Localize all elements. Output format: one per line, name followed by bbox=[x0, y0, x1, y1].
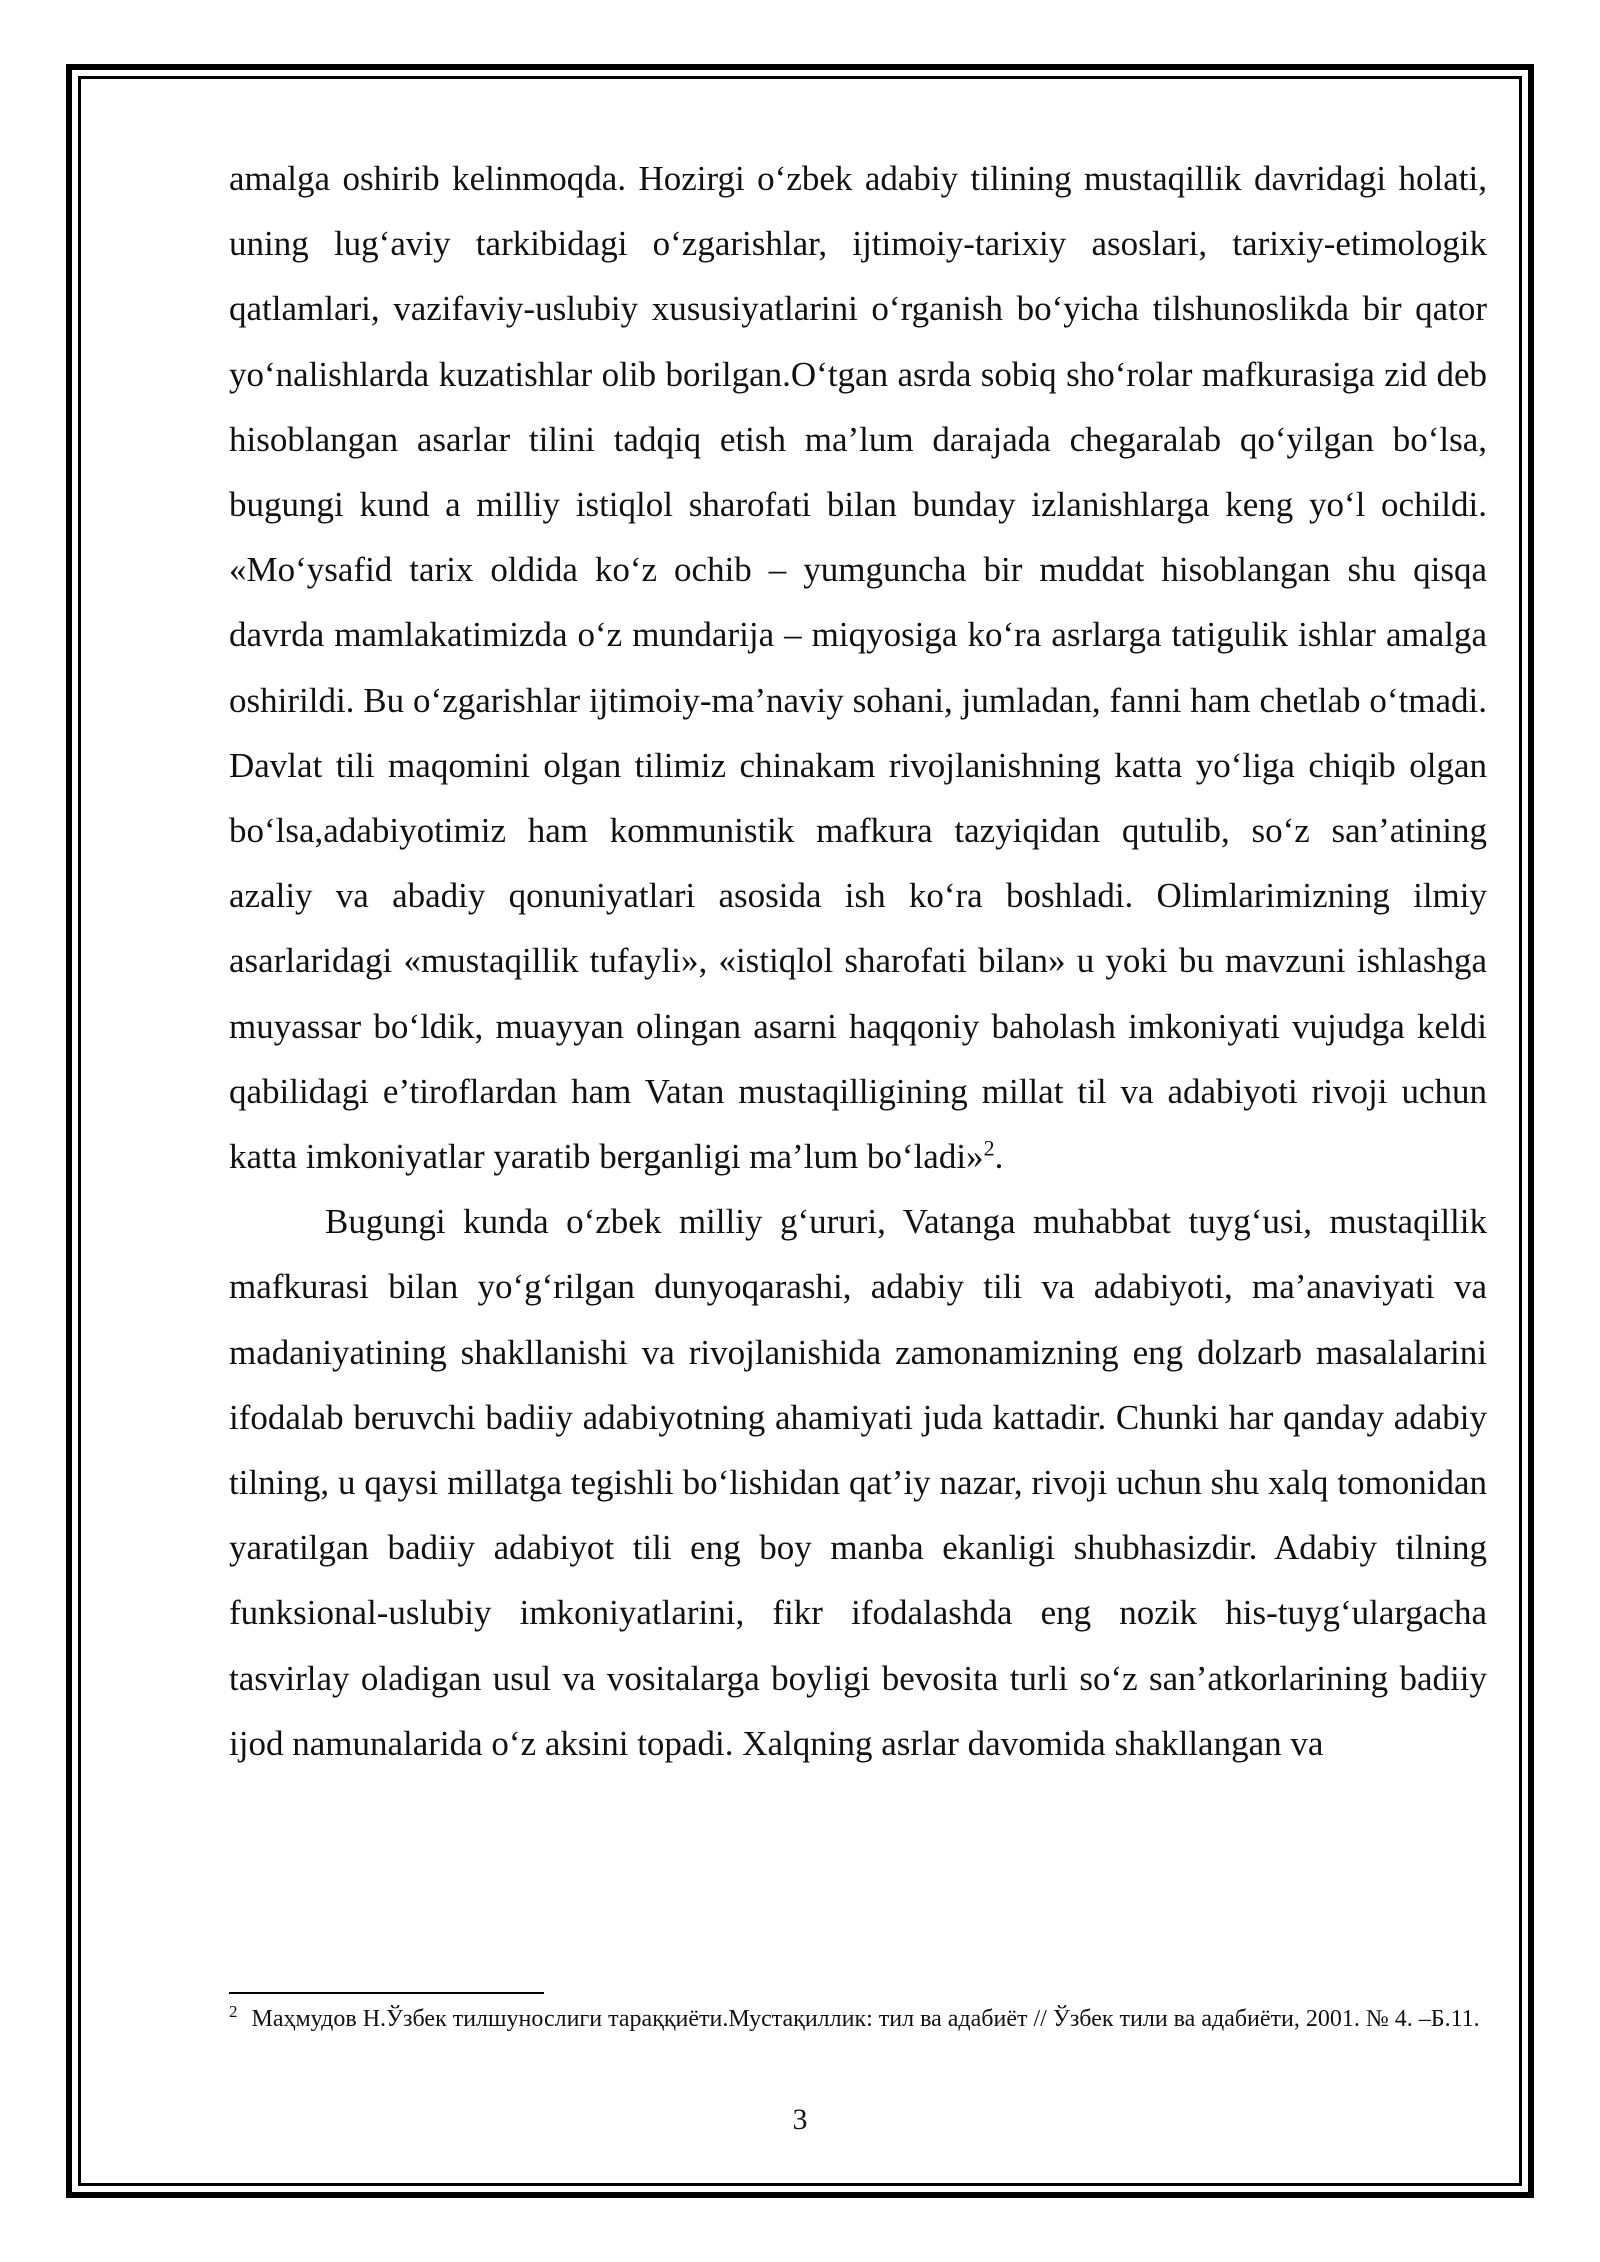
footnote-marker: 2 bbox=[229, 2002, 238, 2021]
paragraph-1 bbox=[229, 146, 1487, 1189]
footnote-text: Маҳмудов Н.Ўзбек тилшунослиги тараққиёти.Мустақиллик: тил ва адабиёт // Ўзбек тили ва адабиёти, 2001. № 4. –Б.11. bbox=[251, 2006, 1480, 2032]
body-text bbox=[229, 146, 1487, 1776]
paragraph-1-text: amalga oshirib kelinmoqda. Hozirgi o‘zbek adabiy tilining mustaqillik davridagi holati, uning lug‘aviy tarkibidagi o‘zgarishlar, ijtimoiy-tarixiy asoslari, tarixiy-etimologik qatlamlari, vazifaviy-uslubiy xususiyatlarini o‘rganish bo‘yicha tilshunoslikda bir qator yo‘nalishlarda kuzatishlar olib borilgan.O‘tgan asrda sobiq sho‘rolar mafkurasiga zid deb hisoblangan asarlar tilini tadqiq etish ma’lum darajada chegaralab qo‘yilgan bo‘lsa, bugungi kund a milliy istiqlol sharofati bilan bunday izlanishlarga keng yo‘l ochildi. «Mo‘ysafid tarix oldida ko‘z ochib – yumguncha bir muddat hisoblangan shu qisqa davrda mamlakatimizda o‘z mundarija – miqyosiga ko‘ra asrlarga tatigulik ishlar amalga oshirildi. Bu o‘zgarishlar ijtimoiy-ma’naviy sohani, jumladan, fanni ham chetlab o‘tmadi. Davlat tili maqomini olgan tilimiz chinakam rivojlanishning katta yo‘liga chiqib olgan bo‘lsa,adabiyotimiz ham kommunistik mafkura tazyiqidan qutulib, so‘z san’atining azaliy va abadiy qonuniyatlari asosida ish ko‘ra boshladi. Olimlarimizning ilmiy asarlaridagi «mustaqillik tufayli», «istiqlol sharofati bilan» u yoki bu mavzuni ishlashga muyassar bo‘ldik, muayyan olingan asarni haqqoniy baholash imkoniyati vujudga keldi qabilidagi e’tiroflardan ham Vatan mustaqilligining millat til va adabiyoti rivoji uchun katta imkoniyatlar yaratib berganligi ma’lum bo‘ladi» bbox=[229, 159, 1487, 1177]
paragraph-2: Bugungi kunda o‘zbek milliy g‘ururi, Vatanga muhabbat tuyg‘usi, mustaqillik mafkurasi bilan yo‘g‘rilgan dunyoqarashi, adabiy tili va adabiyoti, ma’anaviyati va madaniyatining shakllanishi va rivojlanishida zamonamizning eng dolzarb masalalarini ifodalab beruvchi badiiy adabiyotning ahamiyati juda kattadir. Chunki har qanday adabiy tilning, u qaysi millatga tegishli bo‘lishidan qat’iy nazar, rivoji uchun shu xalq tomonidan yaratilgan badiiy adabiyot tili eng boy manba ekanligi shubhasizdir. Adabiy tilning funksional-uslubiy imkoniyatlarini, fikr ifodalashda eng nozik his-tuyg‘ulargacha tasvirlay oladigan usul va vositalarga boyligi bevosita turli so‘z san’atkorlarining badiiy ijod namunalarida o‘z aksini topadi. Xalqning asrlar davomida shakllangan va bbox=[229, 1202, 1487, 1763]
footnote-reference[interactable]: 2 bbox=[983, 1135, 995, 1161]
paragraph-1-end: . bbox=[994, 1137, 1004, 1177]
page-number: 3 bbox=[792, 2103, 808, 2136]
footnote-separator bbox=[229, 1992, 544, 1994]
footnote bbox=[229, 2002, 1487, 2036]
